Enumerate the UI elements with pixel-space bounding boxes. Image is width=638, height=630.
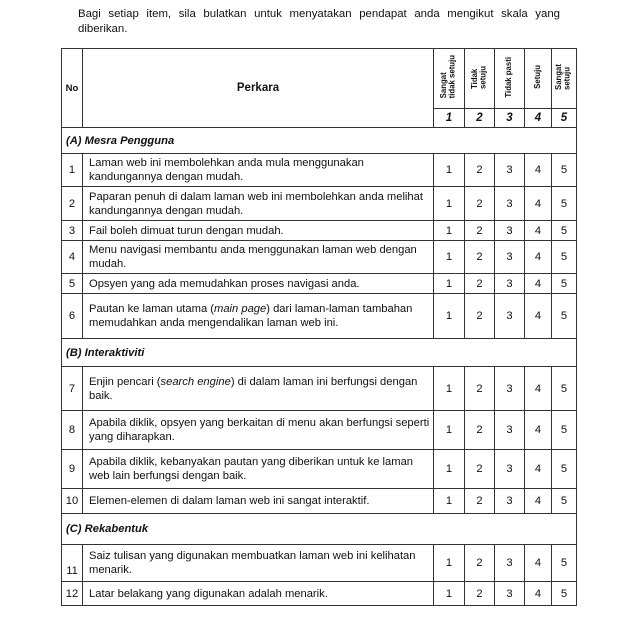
scale-option-2[interactable]: 2 <box>465 582 495 606</box>
item-statement: Latar belakang yang digunakan adalah menarik. <box>83 582 434 606</box>
scale-option-2[interactable]: 2 <box>465 154 495 187</box>
item-number: 1 <box>62 154 83 187</box>
table-row <box>62 221 577 241</box>
scale-option-5[interactable]: 5 <box>552 450 577 489</box>
scale-option-4[interactable]: 4 <box>525 545 552 582</box>
table-row <box>62 294 577 339</box>
scale-option-2[interactable]: 2 <box>465 274 495 294</box>
item-statement: Apabila diklik, opsyen yang berkaitan di menu akan berfungsi seperti yang diharapkan. <box>83 411 434 450</box>
column-header-no: No <box>62 49 83 128</box>
scale-option-4[interactable]: 4 <box>525 367 552 411</box>
item-number: 5 <box>62 274 83 294</box>
scale-option-3[interactable]: 3 <box>495 411 525 450</box>
item-statement: Apabila diklik, kebanyakan pautan yang diberikan untuk ke laman web lain berfungsi dengan baik. <box>83 450 434 489</box>
section-title: (B) Interaktiviti <box>62 339 577 367</box>
item-statement <box>83 367 434 411</box>
scale-option-3[interactable]: 3 <box>495 294 525 339</box>
scale-option-4[interactable]: 4 <box>525 221 552 241</box>
table-row <box>62 450 577 489</box>
statement-part: ) di dalam laman ini berfungsi dengan baik. <box>89 375 418 402</box>
section-row <box>62 128 577 154</box>
item-number: 2 <box>62 187 83 221</box>
table-row <box>62 582 577 606</box>
scale-option-5[interactable]: 5 <box>552 154 577 187</box>
scale-option-2[interactable]: 2 <box>465 294 495 339</box>
scale-number: 3 <box>495 109 525 128</box>
scale-option-3[interactable]: 3 <box>495 450 525 489</box>
scale-option-3[interactable]: 3 <box>495 367 525 411</box>
column-header-scale-1: Sangat tidak setuju <box>434 49 465 109</box>
scale-option-5[interactable]: 5 <box>552 367 577 411</box>
scale-option-3[interactable]: 3 <box>495 241 525 274</box>
section-row <box>62 339 577 367</box>
table-row <box>62 274 577 294</box>
statement-part: Enjin pencari ( <box>89 375 161 388</box>
scale-option-4[interactable]: 4 <box>525 294 552 339</box>
scale-option-5[interactable]: 5 <box>552 489 577 514</box>
scale-option-1[interactable]: 1 <box>434 154 465 187</box>
instructions-text: Bagi setiap item, sila bulatkan untuk menyatakan pendapat anda mengikut skala yang diberikan. <box>78 8 560 35</box>
scale-option-1[interactable]: 1 <box>434 294 465 339</box>
column-header-scale-5: Sangat setuju <box>552 49 577 109</box>
scale-option-1[interactable]: 1 <box>434 187 465 221</box>
scale-option-5[interactable]: 5 <box>552 221 577 241</box>
scale-option-1[interactable]: 1 <box>434 241 465 274</box>
scale-option-4[interactable]: 4 <box>525 154 552 187</box>
item-number: 12 <box>62 582 83 606</box>
scale-number: 5 <box>552 109 577 128</box>
scale-option-3[interactable]: 3 <box>495 489 525 514</box>
item-statement: Opsyen yang ada memudahkan proses navigasi anda. <box>83 274 434 294</box>
scale-option-1[interactable]: 1 <box>434 489 465 514</box>
scale-option-1[interactable]: 1 <box>434 411 465 450</box>
item-number: 6 <box>62 294 83 339</box>
scale-option-3[interactable]: 3 <box>495 274 525 294</box>
scale-option-2[interactable]: 2 <box>465 187 495 221</box>
scale-option-3[interactable]: 3 <box>495 545 525 582</box>
scale-option-5[interactable]: 5 <box>552 411 577 450</box>
scale-option-4[interactable]: 4 <box>525 489 552 514</box>
item-number: 4 <box>62 241 83 274</box>
item-statement: Laman web ini membolehkan anda mula menggunakan kandungannya dengan mudah. <box>83 154 434 187</box>
scale-option-2[interactable]: 2 <box>465 367 495 411</box>
scale-number: 4 <box>525 109 552 128</box>
section-title: (A) Mesra Pengguna <box>62 128 577 154</box>
scale-option-3[interactable]: 3 <box>495 582 525 606</box>
scale-option-3[interactable]: 3 <box>495 154 525 187</box>
table-row <box>62 241 577 274</box>
scale-option-2[interactable]: 2 <box>465 489 495 514</box>
scale-option-5[interactable]: 5 <box>552 582 577 606</box>
table-row <box>62 411 577 450</box>
table-row <box>62 489 577 514</box>
item-number: 11 <box>62 545 83 582</box>
italic-term: main page <box>214 303 267 315</box>
scale-option-3[interactable]: 3 <box>495 221 525 241</box>
statement-part: Pautan ke laman utama ( <box>89 303 214 315</box>
questionnaire-table <box>61 48 577 606</box>
scale-option-1[interactable]: 1 <box>434 274 465 294</box>
item-number: 7 <box>62 367 83 411</box>
column-header-scale-2: Tidak setuju <box>465 49 495 109</box>
italic-term: search engine <box>160 375 231 388</box>
scale-option-1[interactable]: 1 <box>434 582 465 606</box>
item-statement: Paparan penuh di dalam laman web ini membolehkan anda melihat kandungannya dengan mudah. <box>83 187 434 221</box>
table-row <box>62 367 577 411</box>
scale-option-4[interactable]: 4 <box>525 450 552 489</box>
scale-option-5[interactable]: 5 <box>552 545 577 582</box>
item-statement <box>83 294 434 339</box>
scale-option-2[interactable]: 2 <box>465 450 495 489</box>
scale-option-5[interactable]: 5 <box>552 187 577 221</box>
item-statement: Saiz tulisan yang digunakan membuatkan laman web ini kelihatan menarik. <box>83 545 434 582</box>
scale-option-4[interactable]: 4 <box>525 274 552 294</box>
item-number: 3 <box>62 221 83 241</box>
scale-option-5[interactable]: 5 <box>552 294 577 339</box>
table-row <box>62 187 577 221</box>
scale-option-4[interactable]: 4 <box>525 241 552 274</box>
item-number: 8 <box>62 411 83 450</box>
item-statement: Menu navigasi membantu anda menggunakan laman web dengan mudah. <box>83 241 434 274</box>
scale-option-4[interactable]: 4 <box>525 582 552 606</box>
table-row <box>62 154 577 187</box>
column-header-scale-4: Setuju <box>525 49 552 109</box>
scale-option-5[interactable]: 5 <box>552 241 577 274</box>
column-header-scale-3: Tidak pasti <box>495 49 525 109</box>
scale-option-2[interactable]: 2 <box>465 545 495 582</box>
scale-option-4[interactable]: 4 <box>525 411 552 450</box>
table-row <box>62 545 577 582</box>
statement-part: ) dari laman-laman tambahan memudahkan anda mengendalikan laman web ini. <box>89 303 413 329</box>
section-title: (C) Rekabentuk <box>62 514 577 545</box>
scale-option-2[interactable]: 2 <box>465 411 495 450</box>
scale-option-5[interactable]: 5 <box>552 274 577 294</box>
scale-option-3[interactable]: 3 <box>495 187 525 221</box>
item-number: 10 <box>62 489 83 514</box>
scale-number: 1 <box>434 109 465 128</box>
scale-option-2[interactable]: 2 <box>465 241 495 274</box>
scale-option-1[interactable]: 1 <box>434 221 465 241</box>
scale-option-1[interactable]: 1 <box>434 450 465 489</box>
scale-number: 2 <box>465 109 495 128</box>
section-row <box>62 514 577 545</box>
item-statement: Fail boleh dimuat turun dengan mudah. <box>83 221 434 241</box>
scale-option-4[interactable]: 4 <box>525 187 552 221</box>
header-row <box>62 49 577 109</box>
scale-option-1[interactable]: 1 <box>434 367 465 411</box>
column-header-item: Perkara <box>83 49 434 128</box>
scale-option-2[interactable]: 2 <box>465 221 495 241</box>
scale-option-1[interactable]: 1 <box>434 545 465 582</box>
item-number: 9 <box>62 450 83 489</box>
item-statement: Elemen-elemen di dalam laman web ini sangat interaktif. <box>83 489 434 514</box>
